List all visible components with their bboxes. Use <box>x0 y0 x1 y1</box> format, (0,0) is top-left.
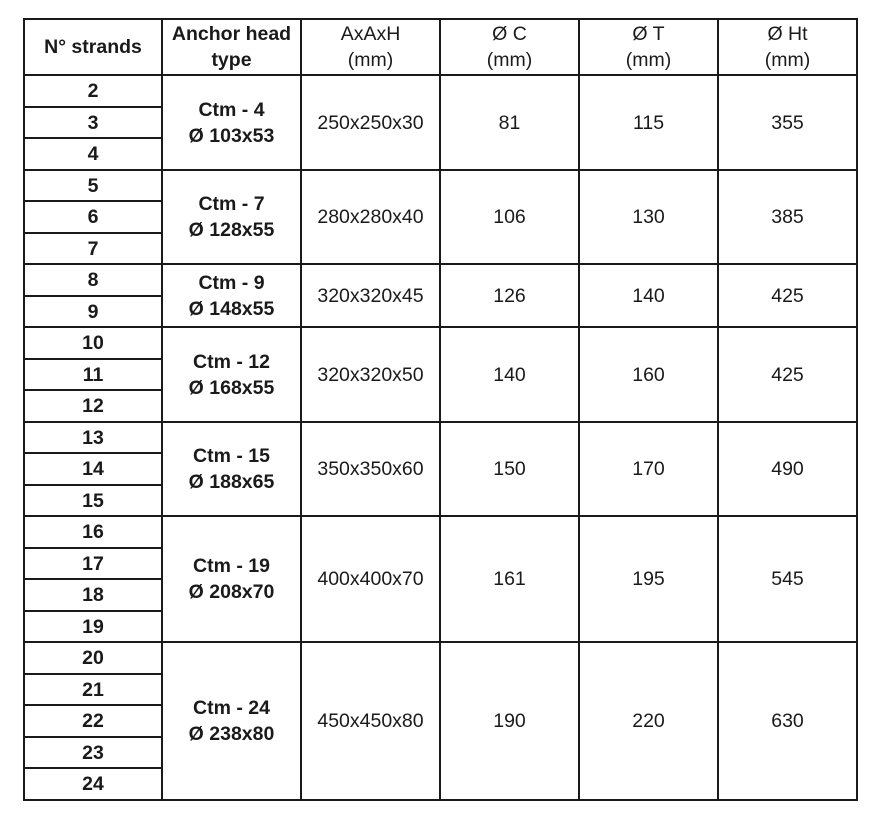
anchor-head-model: Ctm - 12 <box>193 350 270 373</box>
diameter-ht-cell: 385 <box>718 170 857 264</box>
anchor-head-type-cell <box>162 422 301 516</box>
diameter-t-cell: 195 <box>579 516 718 642</box>
diameter-c-cell: 81 <box>440 75 579 170</box>
header-diameter-c <box>440 19 579 75</box>
anchor-head-type-cell <box>162 75 301 170</box>
diameter-c-cell: 161 <box>440 516 579 642</box>
diameter-ht-cell: 355 <box>718 75 857 170</box>
header-dimensions-line1: AxAxH <box>340 23 401 45</box>
strand-count-cell: 8 <box>24 264 162 296</box>
dimensions-cell: 320x320x50 <box>301 327 440 422</box>
diameter-t-cell: 160 <box>579 327 718 422</box>
table-row <box>24 75 857 107</box>
diameter-ht-cell: 490 <box>718 422 857 516</box>
strand-count-cell: 17 <box>24 548 162 579</box>
header-anchor-line1: Anchor head <box>171 23 292 45</box>
strand-count-cell: 6 <box>24 201 162 233</box>
strand-count-cell: 15 <box>24 485 162 516</box>
anchor-head-size: Ø 168x55 <box>188 376 275 399</box>
anchor-head-size: Ø 103x53 <box>188 124 275 147</box>
anchor-head-model: Ctm - 7 <box>198 193 265 215</box>
dimensions-cell: 400x400x70 <box>301 516 440 642</box>
strand-count-cell: 12 <box>24 390 162 422</box>
strand-count-cell: 16 <box>24 516 162 548</box>
strand-count-cell: 4 <box>24 138 162 170</box>
header-row <box>24 19 857 75</box>
anchor-head-model: Ctm - 9 <box>198 271 265 294</box>
strand-count-cell: 21 <box>24 674 162 705</box>
header-t-line1: Ø T <box>632 23 665 45</box>
anchor-head-model: Ctm - 15 <box>193 445 270 467</box>
anchor-head-size: Ø 188x65 <box>188 471 275 493</box>
anchor-head-type-cell <box>162 642 301 800</box>
diameter-t-cell: 115 <box>579 75 718 170</box>
diameter-ht-cell: 545 <box>718 516 857 642</box>
anchor-head-model: Ctm - 19 <box>193 555 270 577</box>
strand-count-cell: 10 <box>24 327 162 359</box>
header-t-line2: (mm) <box>625 49 672 71</box>
diameter-t-cell: 140 <box>579 264 718 327</box>
anchor-head-type-cell <box>162 516 301 642</box>
diameter-t-cell: 130 <box>579 170 718 264</box>
dimensions-cell: 320x320x45 <box>301 264 440 327</box>
anchor-head-size: Ø 148x55 <box>188 297 275 320</box>
dimensions-cell: 250x250x30 <box>301 75 440 170</box>
anchor-head-type-cell <box>162 327 301 422</box>
strand-count-cell: 2 <box>24 75 162 107</box>
diameter-c-cell: 190 <box>440 642 579 800</box>
header-anchor-type <box>162 19 301 75</box>
diameter-c-cell: 106 <box>440 170 579 264</box>
table-row <box>24 422 857 453</box>
anchor-head-type-cell <box>162 170 301 264</box>
strand-count-cell: 5 <box>24 170 162 201</box>
anchor-head-size: Ø 128x55 <box>188 219 275 241</box>
table-row <box>24 642 857 674</box>
diameter-t-cell: 220 <box>579 642 718 800</box>
strand-count-cell: 19 <box>24 611 162 642</box>
diameter-c-cell: 150 <box>440 422 579 516</box>
diameter-c-cell: 140 <box>440 327 579 422</box>
diameter-ht-cell: 630 <box>718 642 857 800</box>
strand-count-cell: 7 <box>24 233 162 264</box>
strand-count-cell: 11 <box>24 359 162 390</box>
diameter-ht-cell: 425 <box>718 264 857 327</box>
dimensions-cell: 280x280x40 <box>301 170 440 264</box>
table-row <box>24 516 857 548</box>
anchor-spec-table <box>23 18 858 801</box>
anchor-head-model: Ctm - 24 <box>193 697 270 719</box>
anchor-head-size: Ø 208x70 <box>188 581 275 603</box>
header-dimensions <box>301 19 440 75</box>
header-strands-label: N° strands <box>44 36 142 58</box>
strand-count-cell: 24 <box>24 768 162 800</box>
anchor-head-size: Ø 238x80 <box>188 723 275 745</box>
header-diameter-t <box>579 19 718 75</box>
anchor-head-model: Ctm - 4 <box>198 98 265 121</box>
anchor-head-type-cell <box>162 264 301 327</box>
header-c-line2: (mm) <box>486 49 533 71</box>
strand-count-cell: 20 <box>24 642 162 674</box>
strand-count-cell: 13 <box>24 422 162 453</box>
strand-count-cell: 3 <box>24 107 162 138</box>
header-strands <box>24 19 162 75</box>
header-ht-line2: (mm) <box>764 49 811 71</box>
header-diameter-ht <box>718 19 857 75</box>
table-row <box>24 264 857 296</box>
diameter-ht-cell: 425 <box>718 327 857 422</box>
header-c-line1: Ø C <box>492 23 527 45</box>
table-row <box>24 170 857 201</box>
strand-count-cell: 23 <box>24 737 162 768</box>
dimensions-cell: 450x450x80 <box>301 642 440 800</box>
header-dimensions-line2: (mm) <box>347 49 394 71</box>
strand-count-cell: 9 <box>24 296 162 327</box>
strand-count-cell: 14 <box>24 453 162 485</box>
diameter-c-cell: 126 <box>440 264 579 327</box>
strand-count-cell: 18 <box>24 579 162 611</box>
table-row <box>24 327 857 359</box>
header-anchor-line2: type <box>211 49 252 71</box>
diameter-t-cell: 170 <box>579 422 718 516</box>
header-ht-line1: Ø Ht <box>767 23 808 45</box>
dimensions-cell: 350x350x60 <box>301 422 440 516</box>
strand-count-cell: 22 <box>24 705 162 737</box>
